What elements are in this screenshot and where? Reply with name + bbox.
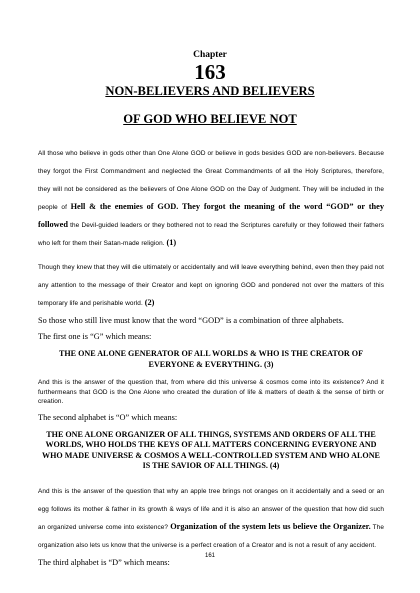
heading-generator: THE ONE ALONE GENERATOR OF ALL WORLDS & WHO IS THE CREATOR OF EVERYONE & EVERYTHING. (3) bbox=[58, 349, 364, 369]
chapter-label: Chapter bbox=[193, 50, 227, 60]
paragraph-text: the Devil-guided leaders or they bothered not to read the Scriptures carefully or they followed their fathers who left for them their Satan-made religion. bbox=[38, 222, 384, 247]
reference-mark: (2) bbox=[144, 298, 155, 307]
paragraph-second-alphabet: The second alphabet is “O” which means: bbox=[38, 412, 178, 422]
chapter-header bbox=[0, 50, 420, 127]
chapter-body bbox=[38, 142, 384, 574]
paragraph-death bbox=[38, 256, 384, 310]
paragraph-bold-text: Hell & the enemies of GOD. They forgot the meaning of the word “GOD” or they followed bbox=[38, 202, 384, 229]
paragraph-non-believers bbox=[38, 142, 384, 250]
chapter-number: 163 bbox=[194, 60, 226, 84]
page-number: 161 bbox=[204, 553, 215, 559]
chapter-title-line2: OF GOD WHO BELIEVE NOT bbox=[123, 112, 297, 126]
paragraph-text: All those who believe in gods other than One Alone GOD or believe in gods besides GOD are non-believers. Because they forgot the First Commandment and neglected the Great Commandments of all the Holy Scriptures, therefore, they will not be considered as the believers of One Alone GOD on the Day of Judgment. They will be included in the people of bbox=[38, 150, 384, 211]
paragraph-three-alphabets: So those who still live must know that the word “GOD” is a combination of three alphabets. bbox=[38, 316, 344, 325]
paragraph-generator-answer: And this is the answer of the question that, from where did this universe & cosmos come into its existence? And it furthermeans that GOD is the One Alone who created the duration of life & matters of death & the sense of birth or creation. bbox=[38, 379, 384, 405]
chapter-title-line1: NON-BELIEVERS AND BELIEVERS bbox=[105, 84, 315, 98]
paragraph-text: The organization also lets us know that the universe is a perfect creation of a Creator and is not a result of any accident. bbox=[38, 523, 384, 549]
paragraph-organizer-answer bbox=[38, 480, 384, 552]
paragraph-third-alphabet: The third alphabet is “D” which means: bbox=[38, 557, 170, 567]
paragraph-bold-text: Organization of the system lets us believe the Organizer. bbox=[170, 521, 371, 531]
paragraph-first-alphabet: The first one is “G” which means: bbox=[38, 332, 152, 341]
paragraph-text: And this is the answer of the question that why an apple tree brings not oranges on it accidentally and a seed or an egg follows its mother & father in its growth & ways of life and it is also an answer of the question that how did such an organized universe come into existence? bbox=[38, 487, 384, 531]
reference-mark: (1) bbox=[166, 238, 177, 247]
paragraph-text: Though they knew that they will die ultimately or accidentally and will leave everything behind, even then they paid not any attention to the message of their Creator and kept on ignoring GOD and pondered not over the matters of this temporary life and perishable world. bbox=[38, 264, 384, 307]
heading-organizer: THE ONE ALONE ORGANIZER OF ALL THINGS, SYSTEMS AND ORDERS OF ALL THE WORLDS, WHO HOLDS THE KEYS OF ALL MATTERS CONCERNING EVERYONE AND WHO MADE UNIVERSE & COSMOS A WELL-CONTROLLED SYSTEM AND WHO ALONE IS THE SAVIOR OF ALL THINGS. (4) bbox=[42, 429, 380, 470]
